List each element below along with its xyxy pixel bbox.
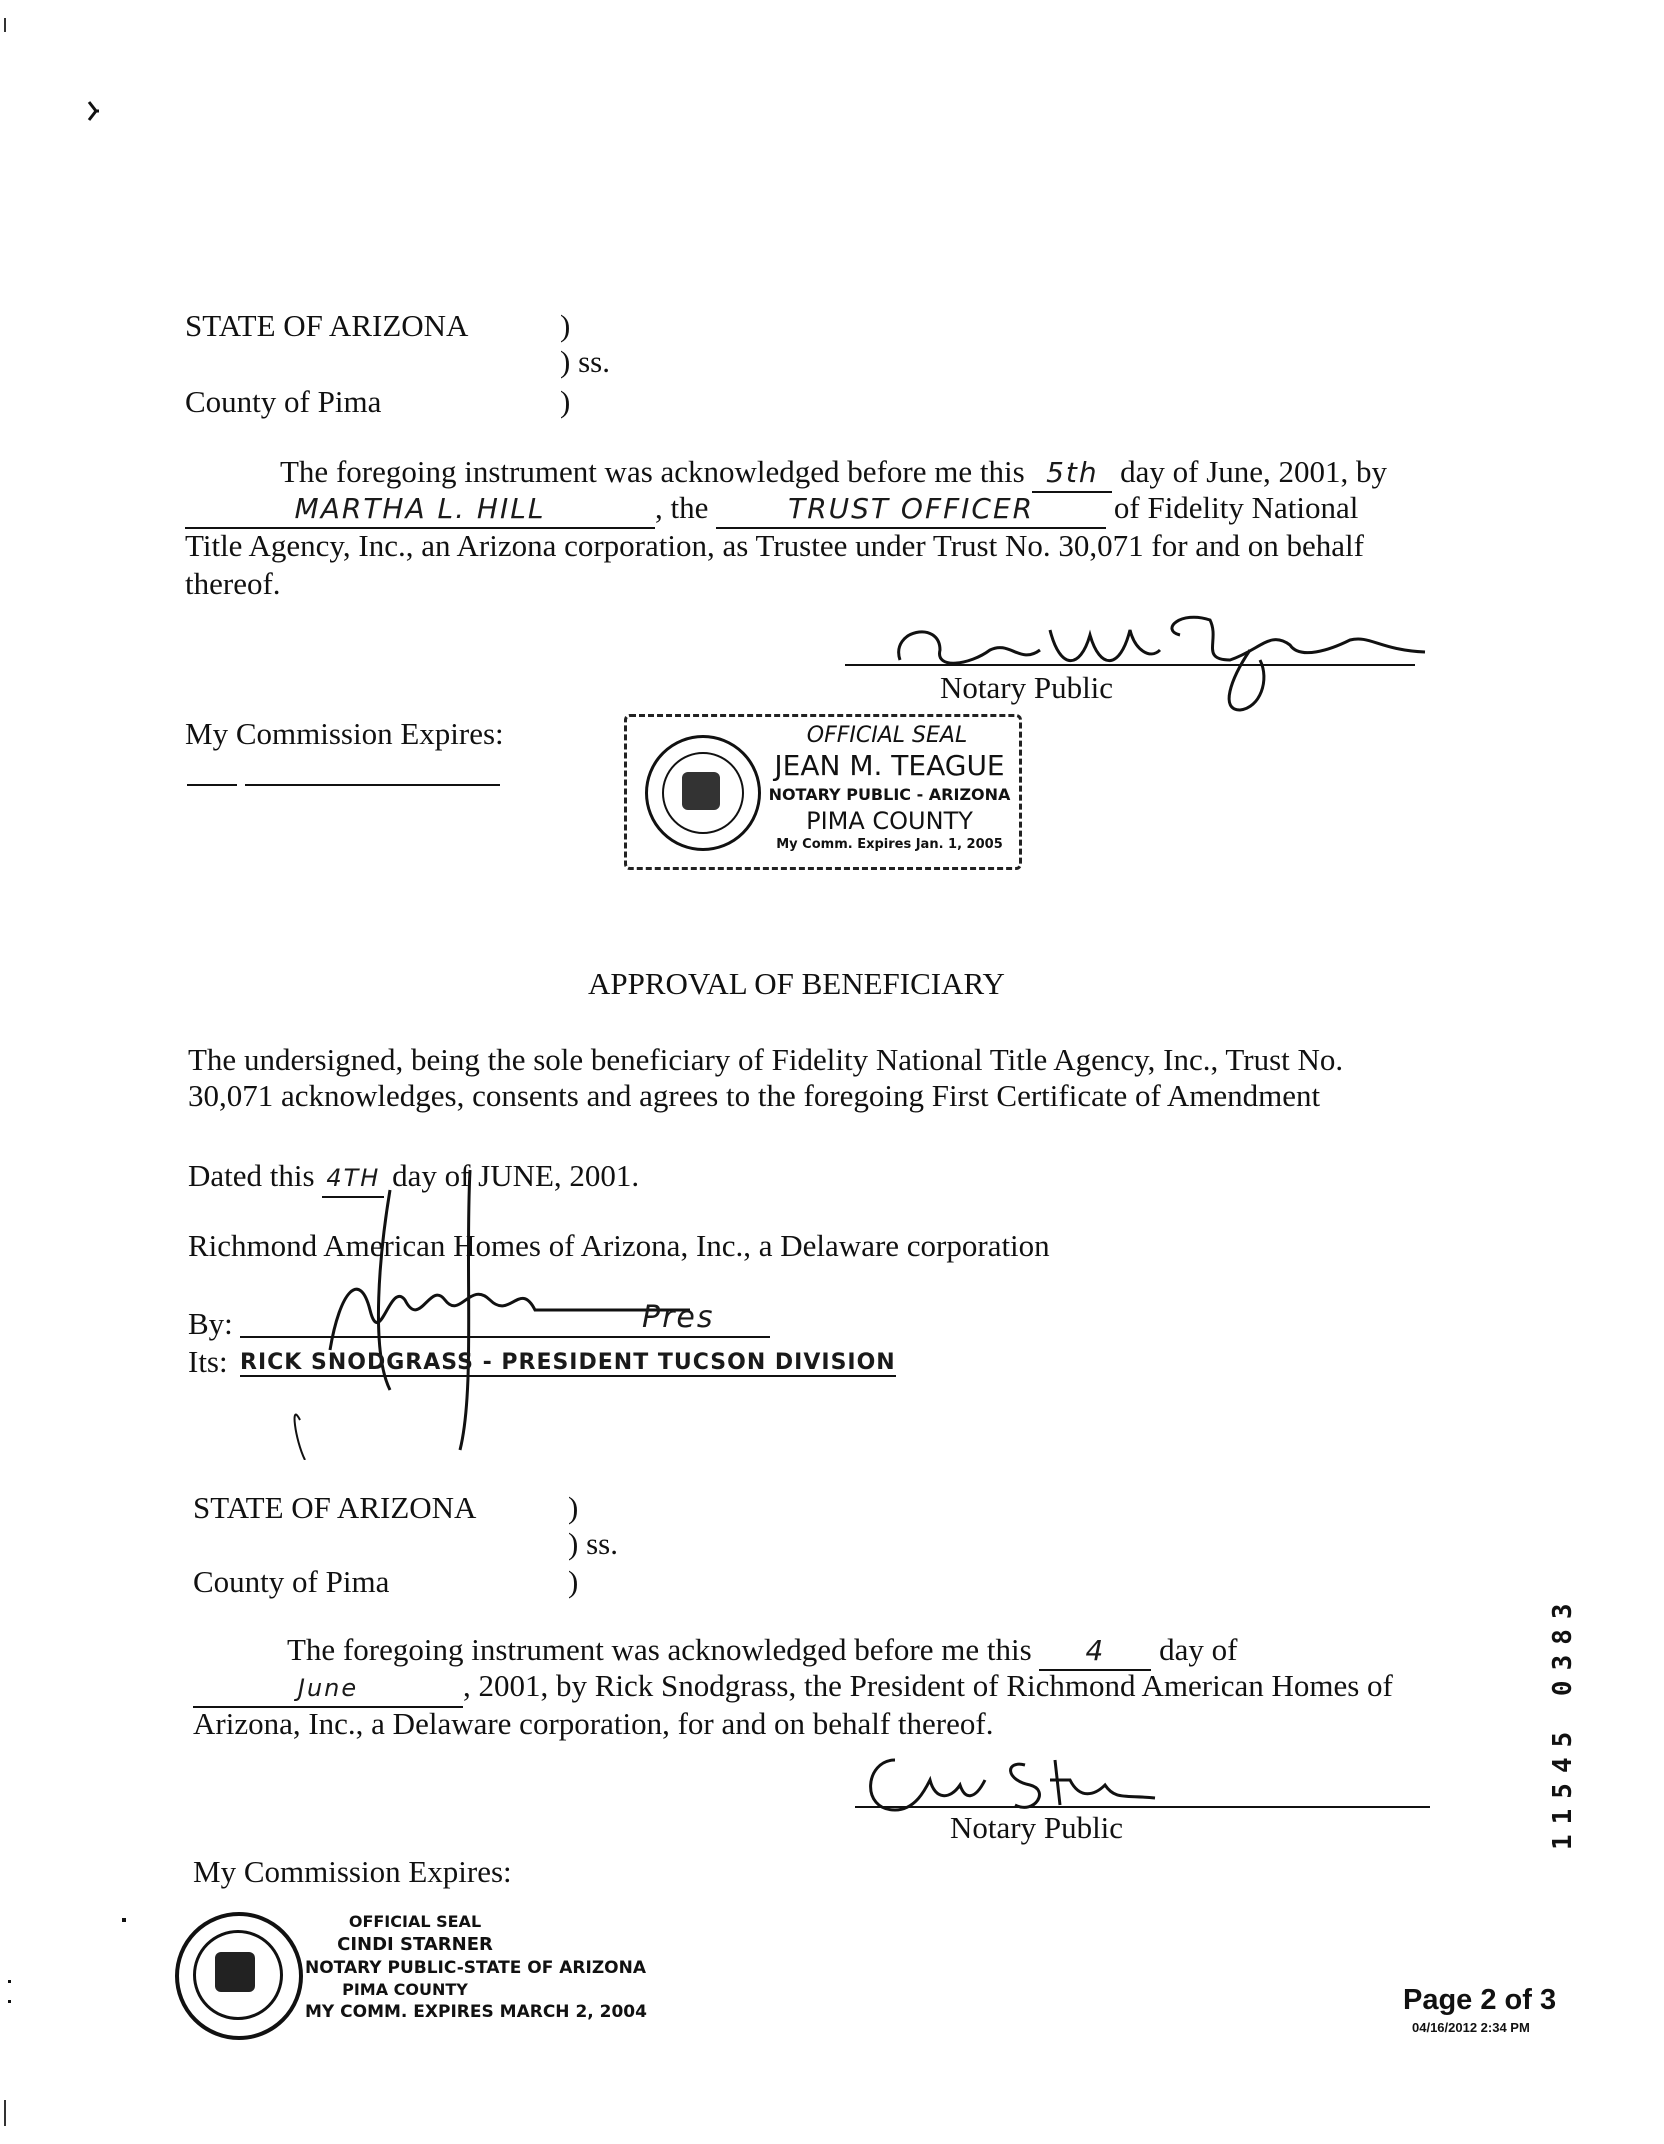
- seal2-line-1: OFFICIAL SEAL: [348, 1912, 482, 1931]
- approval-para-2: 30,071 acknowledges, consents and agrees to the foregoing First Certificate of Amendment: [188, 1078, 1321, 1113]
- ack-line-2: MARTHA L. HILL , the TRUST OFFICER of Fidelity National: [185, 490, 1358, 529]
- by-label: By:: [188, 1306, 233, 1341]
- ack-name: MARTHA L. HILL: [185, 491, 655, 529]
- venue-paren: ): [560, 384, 571, 419]
- venue-paren-2b: ): [568, 1564, 579, 1599]
- ack2-month: June: [193, 1670, 463, 1708]
- commission-blank-short: [187, 784, 237, 786]
- signature-line: [845, 664, 1415, 666]
- seal2-line-2: CINDI STARNER: [337, 1934, 493, 1955]
- scan-mark: [8, 2000, 11, 2003]
- scan-mark: [4, 18, 6, 32]
- venue-paren: ): [560, 308, 571, 343]
- approval-para-1: The undersigned, being the sole beneficiary of Fidelity National Title Agency, Inc., Trust No.: [188, 1042, 1344, 1077]
- by-line: [240, 1336, 770, 1338]
- print-timestamp: 04/16/2012 2:34 PM: [1412, 2020, 1530, 2035]
- county-label: County of Pima: [185, 384, 382, 419]
- seal2-line-5: MY COMM. EXPIRES MARCH 2, 2004: [305, 2002, 647, 2022]
- ack-day: 5th: [1032, 455, 1112, 493]
- seal2-line-3: NOTARY PUBLIC-STATE OF ARIZONA: [305, 1958, 647, 1978]
- commission-expires: My Commission Expires:: [185, 716, 504, 751]
- recording-number: 11545 0383: [1548, 1593, 1578, 1850]
- by-suffix: Pres: [642, 1300, 715, 1335]
- approval-heading: APPROVAL OF BENEFICIARY: [588, 966, 1005, 1001]
- scan-mark: [8, 1980, 11, 1983]
- venue-paren-2: ): [568, 1490, 579, 1525]
- seal-line-3: NOTARY PUBLIC - ARIZONA: [768, 785, 1011, 804]
- seal-line-5: My Comm. Expires Jan. 1, 2005: [776, 837, 1003, 852]
- signature-line-2: [855, 1806, 1430, 1808]
- notary-public-label: Notary Public: [940, 670, 1114, 705]
- seal-line-2: JEAN M. TEAGUE: [774, 749, 1005, 782]
- commission-blank-long: [245, 784, 500, 786]
- venue-ss: ) ss.: [560, 344, 610, 379]
- ack-line-1: The foregoing instrument was acknowledged before me this 5th day of June, 2001, by: [280, 454, 1387, 493]
- ack2-line-1: The foregoing instrument was acknowledged before me this 4 day of: [287, 1632, 1237, 1671]
- dated-line: Dated this 4TH day of JUNE, 2001.: [188, 1158, 639, 1198]
- county-label-2: County of Pima: [193, 1564, 390, 1599]
- scan-mark: [86, 100, 100, 122]
- dated-day: 4TH: [322, 1160, 384, 1198]
- venue-ss-2: ) ss.: [568, 1526, 618, 1561]
- notary-public-label-2: Notary Public: [950, 1810, 1124, 1845]
- seal-line-1: OFFICIAL SEAL: [806, 723, 968, 748]
- its-label: Its:: [188, 1344, 228, 1379]
- ack-line-3: Title Agency, Inc., an Arizona corporation, as Trustee under Trust No. 30,071 for and on behalf: [185, 528, 1364, 563]
- ack2-line-3: Arizona, Inc., a Delaware corporation, for and on behalf thereof.: [193, 1706, 994, 1741]
- state-label-2: STATE OF ARIZONA: [193, 1490, 477, 1525]
- scan-mark: [4, 2100, 6, 2126]
- notary-seal: [624, 714, 1022, 870]
- ack-title: TRUST OFFICER: [716, 491, 1106, 529]
- ack2-day: 4: [1039, 1633, 1151, 1671]
- seal2-line-4: PIMA COUNTY: [342, 1980, 468, 1999]
- commission-expires-2: My Commission Expires:: [193, 1854, 512, 1889]
- ack-line-4: thereof.: [185, 566, 281, 601]
- seal-emblem: [645, 735, 761, 851]
- page-indicator: Page 2 of 3: [1403, 1984, 1557, 2016]
- ack2-line-2: June , 2001, by Rick Snodgrass, the President of Richmond American Homes of: [193, 1668, 1393, 1708]
- scan-mark: [122, 1918, 126, 1922]
- notary-seal-2: [175, 1908, 647, 2038]
- seal-emblem-2: [175, 1912, 303, 2040]
- seal-line-4: PIMA COUNTY: [806, 807, 973, 835]
- state-label: STATE OF ARIZONA: [185, 308, 469, 343]
- its-value: RICK SNODGRASS - PRESIDENT TUCSON DIVISION: [240, 1350, 896, 1375]
- company-line: Richmond American Homes of Arizona, Inc., a Delaware corporation: [188, 1228, 1050, 1263]
